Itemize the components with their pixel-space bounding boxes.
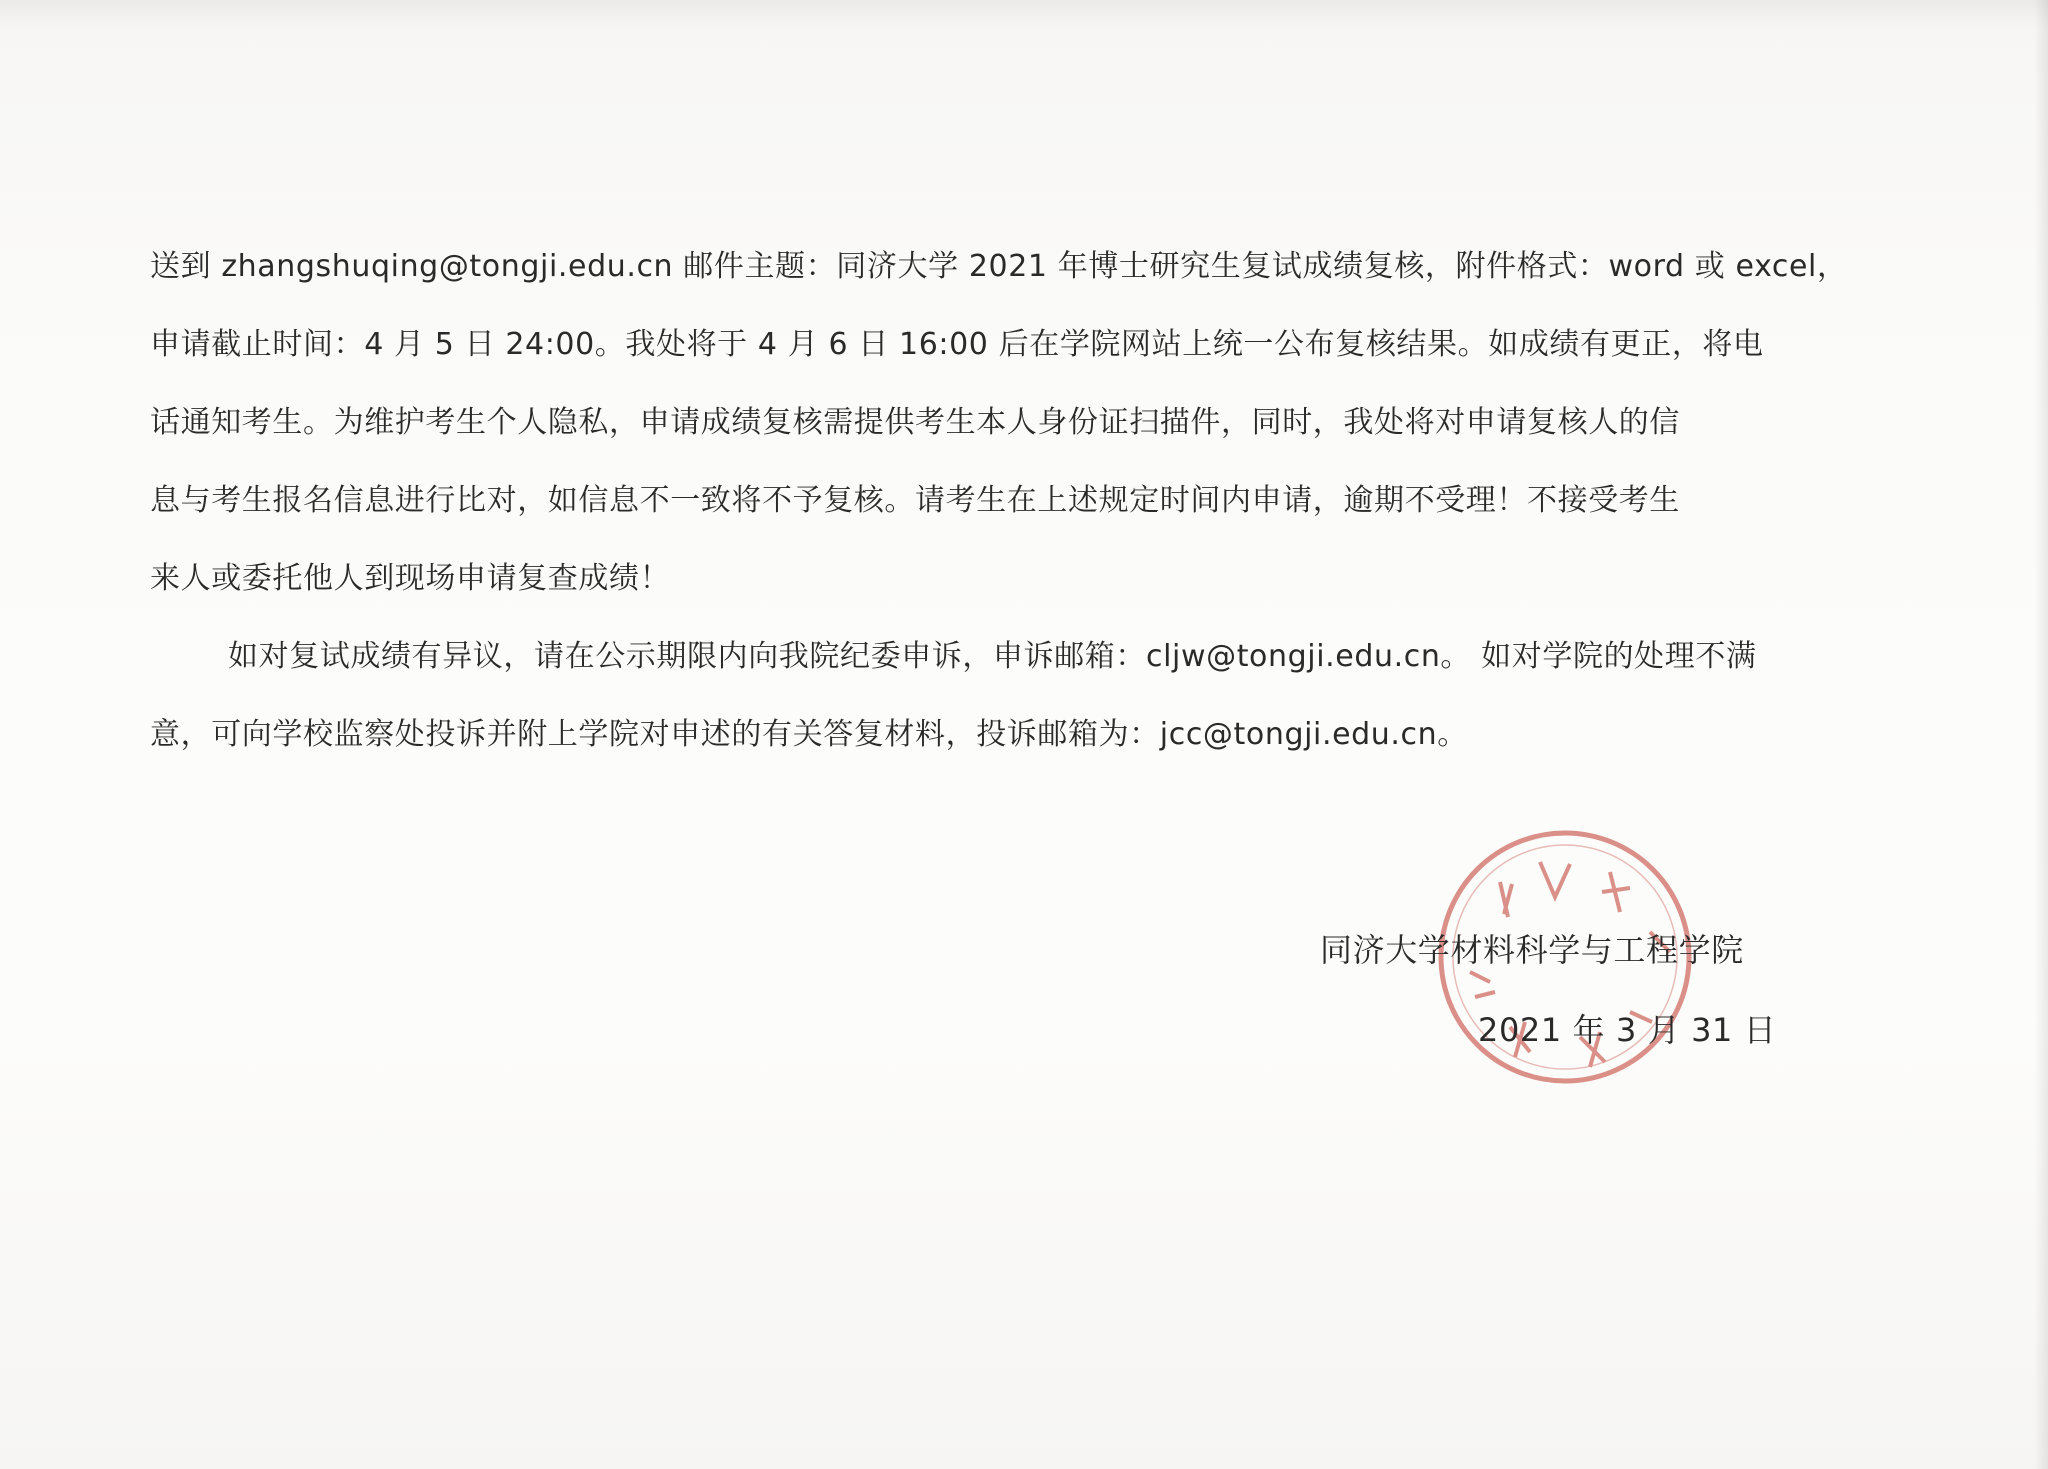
- text-line: 如对复试成绩有异议，请在公示期限内向我院纪委申诉，申诉邮箱：cljw@tongji.edu.cn。 如对学院的处理不满: [228, 639, 1757, 674]
- text-line: 申请截止时间：4 月 5 日 24:00。我处将于 4 月 6 日 16:00 后在学院网站上统一公布复核结果。如成绩有更正，将电: [150, 327, 1764, 362]
- text-line: 息与考生报名信息进行比对，如信息不一致将不予复核。请考生在上述规定时间内申请，逾期不受理！不接受考生: [150, 483, 1680, 518]
- issue-date: 2021 年 3 月 31 日: [1478, 1011, 1777, 1049]
- text-line: 意，可向学校监察处投诉并附上学院对申述的有关答复材料，投诉邮箱为：jcc@tongji.edu.cn。: [150, 717, 1468, 752]
- scan-shadow-top: [0, 0, 2048, 28]
- scan-shadow-right: [2034, 0, 2048, 1469]
- notice-body: [150, 228, 1870, 774]
- text-line: 来人或委托他人到现场申请复查成绩！: [150, 561, 671, 596]
- paragraph-appeal-instructions: [150, 618, 1870, 774]
- signature-block: [1320, 910, 1840, 1070]
- text-line: 送到 zhangshuqing@tongji.edu.cn 邮件主题：同济大学 2021 年博士研究生复试成绩复核，附件格式：word 或 excel，: [150, 249, 1848, 284]
- paragraph-application-instructions: [150, 228, 1870, 618]
- text-line: 话通知考生。为维护考生个人隐私，申请成绩复核需提供考生本人身份证扫描件，同时，我处将对申请复核人的信: [150, 405, 1680, 440]
- issuing-organization: 同济大学材料科学与工程学院: [1320, 931, 1744, 969]
